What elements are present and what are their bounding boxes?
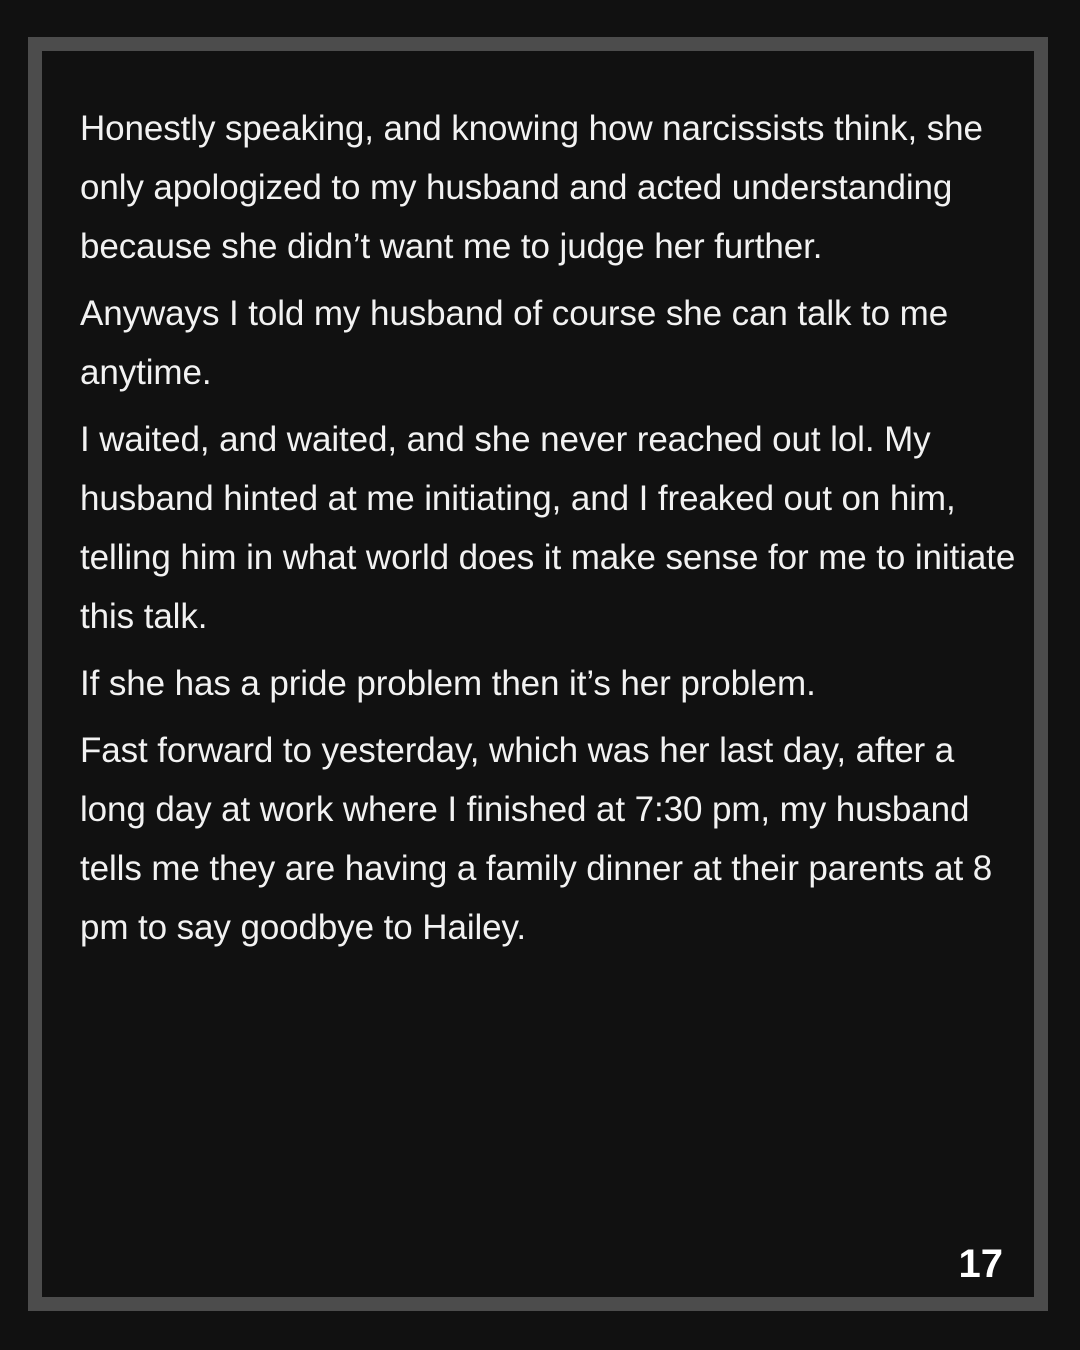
page-number: 17: [958, 1242, 1003, 1286]
story-text: [80, 99, 1020, 965]
paragraph-3: I waited, and waited, and she never reached out lol. My husband hinted at me initiating, and I freaked out on him, telling him in what world does it make sense for me to initiate this talk.: [80, 420, 1016, 636]
story-card: [28, 37, 1048, 1311]
paragraph-4: If she has a pride problem then it’s her problem.: [80, 664, 816, 703]
paragraph-5: Fast forward to yesterday, which was her last day, after a long day at work where I finished at 7:30 pm, my husband tells me they are having a family dinner at their parents at 8 pm to say goodbye to Hailey.: [80, 731, 993, 947]
paragraph-2: Anyways I told my husband of course she can talk to me anytime.: [80, 294, 949, 392]
paragraph-1: Honestly speaking, and knowing how narcissists think, she only apologized to my husband and acted understanding because she didn’t want me to judge her further.: [80, 109, 983, 266]
